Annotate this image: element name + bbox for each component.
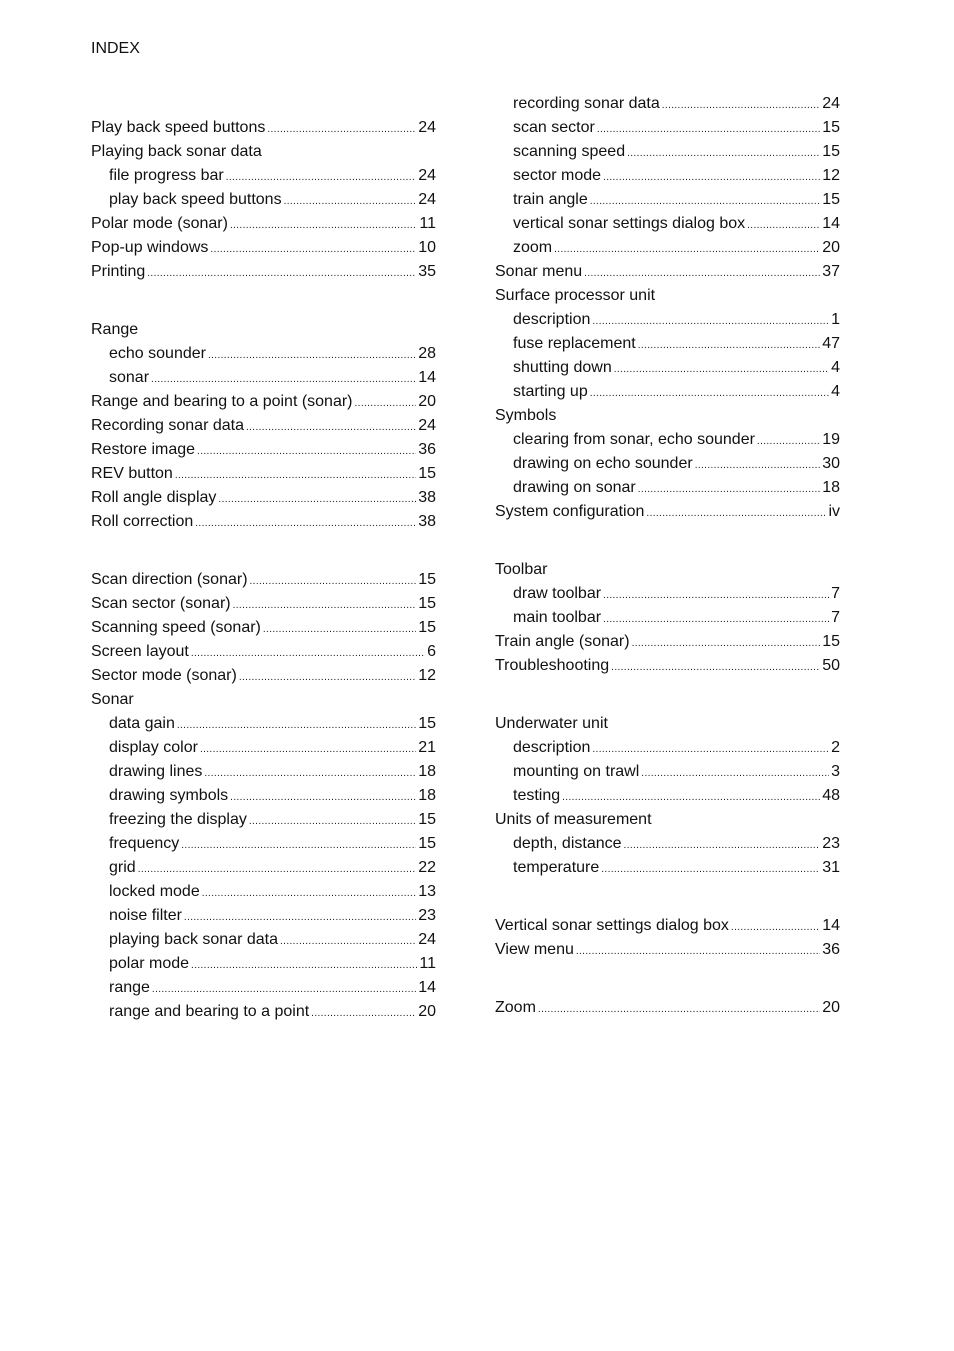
- entry-label: Train angle (sonar): [495, 633, 630, 650]
- dot-leader: [646, 500, 826, 524]
- entry-page-number: 14: [418, 369, 436, 386]
- index-subentry: [91, 1000, 436, 1024]
- entry-label: Screen layout: [91, 643, 189, 660]
- entry-page-number: 7: [831, 609, 840, 626]
- dot-leader: [284, 188, 417, 212]
- entry-page-number: 24: [822, 95, 840, 112]
- entry-page-number: 20: [822, 999, 840, 1016]
- entry-label: fuse replacement: [513, 335, 636, 352]
- entry-label: locked mode: [109, 883, 200, 900]
- dot-leader: [355, 390, 417, 414]
- section-gap: [495, 524, 840, 558]
- dot-leader: [562, 784, 820, 808]
- entry-page-number: 15: [822, 143, 840, 160]
- index-entry: [91, 592, 436, 616]
- entry-label: shutting down: [513, 359, 612, 376]
- entry-page-number: 20: [418, 393, 436, 410]
- index-subentry: [91, 880, 436, 904]
- index-subentry: [91, 952, 436, 976]
- index-entry: [91, 116, 436, 140]
- index-subentry: [495, 428, 840, 452]
- index-subentry: [91, 808, 436, 832]
- index-subentry: [495, 356, 840, 380]
- entry-label: Range and bearing to a point (sonar): [91, 393, 353, 410]
- dot-leader: [592, 308, 829, 332]
- entry-page-number: 19: [822, 431, 840, 448]
- entry-label: Underwater unit: [495, 715, 608, 732]
- dot-leader: [230, 784, 416, 808]
- entry-page-number: 24: [418, 119, 436, 136]
- entry-label: scanning speed: [513, 143, 626, 160]
- dot-leader: [662, 92, 820, 116]
- entry-page-number: 2: [831, 739, 840, 756]
- index-entry: [91, 318, 436, 342]
- dot-leader: [184, 904, 416, 928]
- entry-label: REV button: [91, 465, 173, 482]
- entry-label: display color: [109, 739, 198, 756]
- entry-label: train angle: [513, 191, 588, 208]
- entry-label: Range: [91, 321, 139, 338]
- entry-page-number: 48: [822, 787, 840, 804]
- entry-label: Sector mode (sonar): [91, 667, 237, 684]
- entry-label: data gain: [109, 715, 175, 732]
- index-entry: [91, 414, 436, 438]
- index-subentry: [91, 188, 436, 212]
- entry-page-number: 24: [418, 417, 436, 434]
- entry-label: Play back speed buttons: [91, 119, 266, 136]
- entry-page-number: 36: [418, 441, 436, 458]
- dot-leader: [603, 582, 829, 606]
- dot-leader: [191, 640, 425, 664]
- index-subentry: [495, 582, 840, 606]
- dot-leader: [638, 332, 820, 356]
- index-subentry: [91, 366, 436, 390]
- entry-page-number: 10: [418, 239, 436, 256]
- index-subentry: [495, 736, 840, 760]
- entry-page-number: 15: [418, 465, 436, 482]
- entry-label: mounting on trawl: [513, 763, 640, 780]
- index-subentry: [495, 92, 840, 116]
- entry-label: Pop-up windows: [91, 239, 209, 256]
- dot-leader: [204, 760, 416, 784]
- index-entry: [91, 510, 436, 534]
- entry-label: Sonar: [91, 691, 134, 708]
- entry-page-number: 15: [418, 619, 436, 636]
- dot-leader: [147, 260, 416, 284]
- entry-page-number: 14: [822, 917, 840, 934]
- entry-label: View menu: [495, 941, 574, 958]
- entry-label: freezing the display: [109, 811, 247, 828]
- entry-page-number: 1: [831, 311, 840, 328]
- entry-label: Surface processor unit: [495, 287, 656, 304]
- dot-leader: [611, 654, 820, 678]
- entry-page-number: 31: [822, 859, 840, 876]
- index-entry: [91, 140, 436, 164]
- dot-leader: [554, 236, 820, 260]
- entry-page-number: 15: [418, 811, 436, 828]
- dot-leader: [590, 188, 820, 212]
- section-gap: [91, 534, 436, 568]
- entry-page-number: 22: [418, 859, 436, 876]
- section-gap: [495, 962, 840, 996]
- index-entry: [91, 640, 436, 664]
- entry-label: Roll angle display: [91, 489, 217, 506]
- index-entry: [495, 996, 840, 1020]
- index-subentry: [495, 164, 840, 188]
- index-entry: [91, 688, 436, 712]
- dot-leader: [239, 664, 416, 688]
- entry-page-number: 14: [418, 979, 436, 996]
- entry-label: Restore image: [91, 441, 196, 458]
- dot-leader: [603, 606, 829, 630]
- entry-label: main toolbar: [513, 609, 602, 626]
- index-subentry: [91, 760, 436, 784]
- dot-leader: [246, 414, 416, 438]
- entry-page-number: 15: [418, 571, 436, 588]
- index-column-left: [91, 116, 436, 1024]
- dot-leader: [641, 760, 829, 784]
- index-entry: [91, 390, 436, 414]
- entry-label: vertical sonar settings dialog box: [513, 215, 746, 232]
- dot-leader: [197, 438, 416, 462]
- entry-label: Vertical sonar settings dialog box: [495, 917, 729, 934]
- entry-label: sonar: [109, 369, 150, 386]
- entry-label: Printing: [91, 263, 146, 280]
- entry-label: Scan sector (sonar): [91, 595, 231, 612]
- index-entry: [495, 712, 840, 736]
- index-entry: [91, 462, 436, 486]
- entry-page-number: 15: [822, 119, 840, 136]
- dot-leader: [731, 914, 820, 938]
- dot-leader: [195, 510, 416, 534]
- entry-page-number: 35: [418, 263, 436, 280]
- entry-label: grid: [109, 859, 136, 876]
- entry-page-number: 18: [418, 763, 436, 780]
- index-subentry: [495, 452, 840, 476]
- index-column-right: [495, 92, 840, 1020]
- dot-leader: [181, 832, 416, 856]
- dot-leader: [177, 712, 416, 736]
- entry-page-number: 12: [418, 667, 436, 684]
- section-gap: [91, 284, 436, 318]
- dot-leader: [538, 996, 820, 1020]
- dot-leader: [638, 476, 820, 500]
- dot-leader: [208, 342, 416, 366]
- entry-label: Recording sonar data: [91, 417, 244, 434]
- index-subentry: [495, 784, 840, 808]
- entry-page-number: 12: [822, 167, 840, 184]
- dot-leader: [757, 428, 820, 452]
- entry-label: Scan direction (sonar): [91, 571, 248, 588]
- index-entry: [91, 236, 436, 260]
- entry-label: description: [513, 311, 591, 328]
- index-entry: [91, 260, 436, 284]
- entry-page-number: 15: [418, 595, 436, 612]
- dot-leader: [632, 630, 821, 654]
- entry-label: Toolbar: [495, 561, 548, 578]
- entry-page-number: 37: [822, 263, 840, 280]
- dot-leader: [695, 452, 821, 476]
- entry-label: description: [513, 739, 591, 756]
- entry-page-number: 11: [419, 215, 436, 232]
- index-subentry: [495, 380, 840, 404]
- index-entry: [495, 654, 840, 678]
- entry-label: clearing from sonar, echo sounder: [513, 431, 755, 448]
- index-entry: [91, 664, 436, 688]
- entry-label: range: [109, 979, 150, 996]
- index-entry: [495, 630, 840, 654]
- index-subentry: [495, 212, 840, 236]
- dot-leader: [202, 880, 416, 904]
- dot-leader: [603, 164, 820, 188]
- index-subentry: [495, 606, 840, 630]
- entry-page-number: 6: [427, 643, 436, 660]
- index-entry: [91, 616, 436, 640]
- dot-leader: [590, 380, 829, 404]
- entry-page-number: 28: [418, 345, 436, 362]
- index-entry: [495, 914, 840, 938]
- index-entry: [495, 260, 840, 284]
- index-subentry: [495, 760, 840, 784]
- dot-leader: [597, 116, 820, 140]
- entry-page-number: 24: [418, 191, 436, 208]
- index-entry: [495, 500, 840, 524]
- dot-leader: [250, 568, 417, 592]
- dot-leader: [233, 592, 417, 616]
- index-subentry: [495, 116, 840, 140]
- entry-label: Scanning speed (sonar): [91, 619, 261, 636]
- entry-page-number: 13: [418, 883, 436, 900]
- entry-label: scan sector: [513, 119, 595, 136]
- dot-leader: [592, 736, 829, 760]
- entry-page-number: 15: [822, 191, 840, 208]
- entry-page-number: 4: [831, 383, 840, 400]
- dot-leader: [263, 616, 416, 640]
- entry-label: range and bearing to a point: [109, 1003, 310, 1020]
- dot-leader: [200, 736, 416, 760]
- entry-page-number: 50: [822, 657, 840, 674]
- entry-label: Units of measurement: [495, 811, 652, 828]
- index-subentry: [495, 236, 840, 260]
- entry-page-number: 15: [418, 835, 436, 852]
- entry-page-number: 24: [418, 167, 436, 184]
- section-gap: [495, 678, 840, 712]
- entry-label: Symbols: [495, 407, 557, 424]
- entry-label: draw toolbar: [513, 585, 602, 602]
- dot-leader: [230, 212, 417, 236]
- index-subentry: [91, 784, 436, 808]
- entry-page-number: 14: [822, 215, 840, 232]
- entry-label: recording sonar data: [513, 95, 660, 112]
- entry-page-number: 4: [831, 359, 840, 376]
- dot-leader: [267, 116, 416, 140]
- entry-label: playing back sonar data: [109, 931, 278, 948]
- index-subentry: [91, 976, 436, 1000]
- index-entry: [495, 404, 840, 428]
- index-subentry: [495, 308, 840, 332]
- page-header: INDEX: [91, 40, 140, 57]
- entry-page-number: 30: [822, 455, 840, 472]
- entry-label: System configuration: [495, 503, 645, 520]
- entry-page-number: 3: [831, 763, 840, 780]
- entry-label: Zoom: [495, 999, 536, 1016]
- entry-page-number: 18: [822, 479, 840, 496]
- entry-label: drawing lines: [109, 763, 203, 780]
- entry-label: drawing symbols: [109, 787, 229, 804]
- entry-page-number: 20: [418, 1003, 436, 1020]
- entry-label: temperature: [513, 859, 600, 876]
- dot-leader: [138, 856, 417, 880]
- index-subentry: [91, 832, 436, 856]
- entry-label: depth, distance: [513, 835, 622, 852]
- entry-label: play back speed buttons: [109, 191, 282, 208]
- entry-label: noise filter: [109, 907, 182, 924]
- dot-leader: [226, 164, 416, 188]
- entry-label: Sonar menu: [495, 263, 583, 280]
- entry-page-number: iv: [828, 503, 840, 520]
- index-subentry: [91, 712, 436, 736]
- index-subentry: [495, 140, 840, 164]
- entry-label: drawing on sonar: [513, 479, 636, 496]
- section-gap: [495, 880, 840, 914]
- entry-page-number: 15: [822, 633, 840, 650]
- index-subentry: [495, 188, 840, 212]
- entry-label: sector mode: [513, 167, 602, 184]
- dot-leader: [627, 140, 820, 164]
- dot-leader: [210, 236, 416, 260]
- entry-page-number: 11: [419, 955, 436, 972]
- index-subentry: [91, 928, 436, 952]
- index-subentry: [91, 856, 436, 880]
- dot-leader: [311, 1000, 416, 1024]
- index-subentry: [91, 164, 436, 188]
- dot-leader: [624, 832, 821, 856]
- entry-label: Playing back sonar data: [91, 143, 262, 160]
- entry-label: Polar mode (sonar): [91, 215, 228, 232]
- entry-page-number: 23: [418, 907, 436, 924]
- index-entry: [495, 808, 840, 832]
- entry-label: Roll correction: [91, 513, 194, 530]
- entry-label: starting up: [513, 383, 588, 400]
- entry-label: polar mode: [109, 955, 190, 972]
- index-entry: [495, 938, 840, 962]
- dot-leader: [280, 928, 416, 952]
- index-entry: [495, 284, 840, 308]
- entry-page-number: 20: [822, 239, 840, 256]
- dot-leader: [152, 976, 416, 1000]
- index-entry: [91, 212, 436, 236]
- index-subentry: [91, 904, 436, 928]
- entry-label: frequency: [109, 835, 180, 852]
- index-subentry: [91, 736, 436, 760]
- entry-page-number: 7: [831, 585, 840, 602]
- dot-leader: [218, 486, 416, 510]
- entry-page-number: 24: [418, 931, 436, 948]
- index-subentry: [495, 832, 840, 856]
- entry-page-number: 21: [418, 739, 436, 756]
- entry-page-number: 38: [418, 489, 436, 506]
- index-subentry: [495, 332, 840, 356]
- dot-leader: [191, 952, 417, 976]
- dot-leader: [249, 808, 416, 832]
- dot-leader: [601, 856, 820, 880]
- dot-leader: [584, 260, 820, 284]
- index-entry: [91, 486, 436, 510]
- entry-page-number: 36: [822, 941, 840, 958]
- entry-label: drawing on echo sounder: [513, 455, 693, 472]
- entry-label: Troubleshooting: [495, 657, 610, 674]
- entry-page-number: 38: [418, 513, 436, 530]
- dot-leader: [576, 938, 820, 962]
- entry-label: testing: [513, 787, 561, 804]
- entry-label: zoom: [513, 239, 553, 256]
- dot-leader: [614, 356, 829, 380]
- dot-leader: [151, 366, 416, 390]
- entry-page-number: 23: [822, 835, 840, 852]
- entry-label: file progress bar: [109, 167, 224, 184]
- index-entry: [91, 438, 436, 462]
- index-subentry: [91, 342, 436, 366]
- index-entry: [91, 568, 436, 592]
- index-entry: [495, 558, 840, 582]
- dot-leader: [175, 462, 416, 486]
- entry-page-number: 15: [418, 715, 436, 732]
- entry-page-number: 18: [418, 787, 436, 804]
- entry-page-number: 47: [822, 335, 840, 352]
- dot-leader: [747, 212, 820, 236]
- index-subentry: [495, 476, 840, 500]
- entry-label: echo sounder: [109, 345, 206, 362]
- index-subentry: [495, 856, 840, 880]
